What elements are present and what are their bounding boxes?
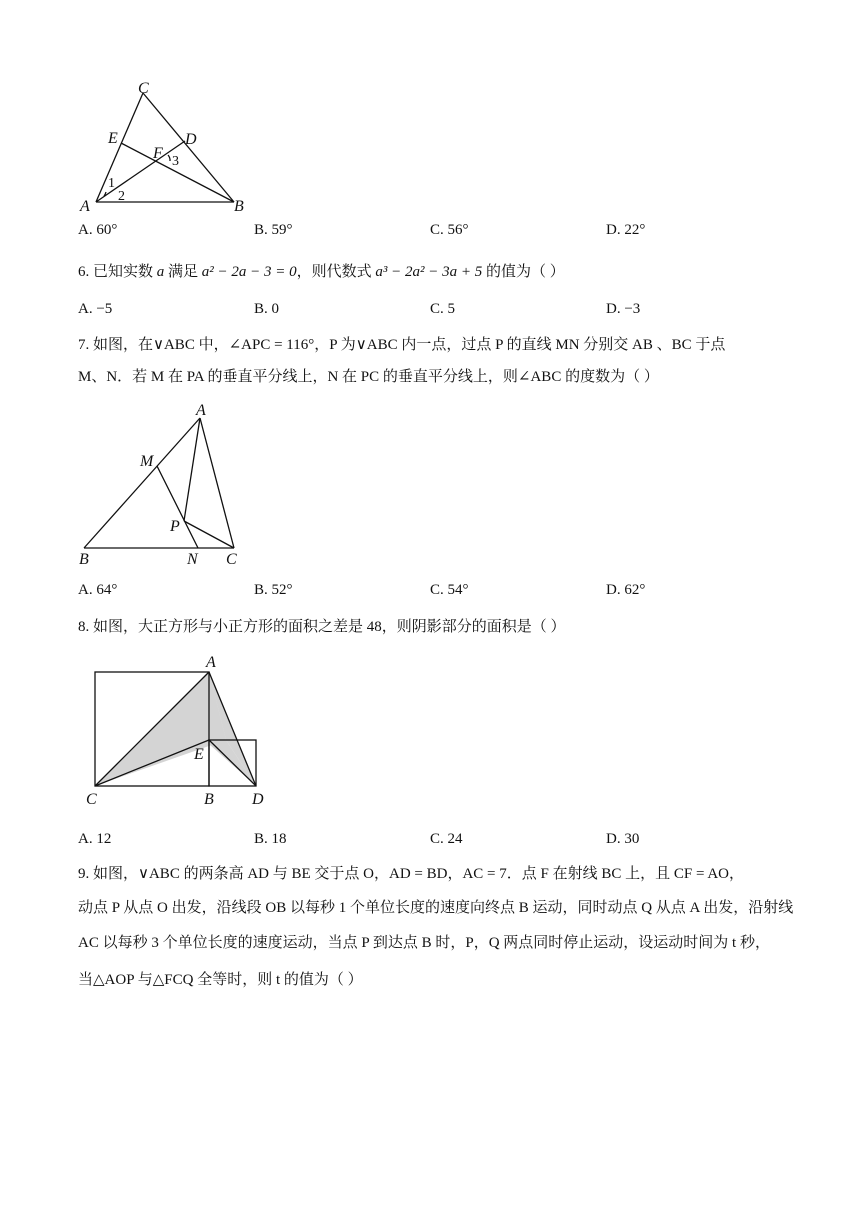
q5-option-c: C. 56° bbox=[430, 222, 469, 238]
q7-line-1: 7. 如图，在∨ABC 中，∠APC = 116°，P 为∨ABC 内一点，过点 P 的直线 MN 分别交 AB 、BC 于点 bbox=[78, 337, 726, 353]
q9-line-1: 9. 如图，∨ABC 的两条高 AD 与 BE 交于点 O，AD = BD，AC = 7．点 F 在射线 BC 上，且 CF = AO， bbox=[78, 866, 744, 882]
q6-text: 6. 已知实数 a 满足 a² − 2a − 3 = 0，则代数式 a³ − 2a² − 3a + 5 的值为（ ） bbox=[78, 264, 565, 280]
label-a: A bbox=[206, 654, 216, 671]
q8-text: 8. 如图，大正方形与小正方形的面积之差是 48，则阴影部分的面积是（ ） bbox=[78, 619, 566, 635]
q9-line-4: 当△AOP 与△FCQ 全等时，则 t 的值为（ ） bbox=[78, 972, 363, 988]
label-b: B bbox=[204, 791, 214, 808]
label-c: C bbox=[86, 791, 97, 808]
q6-option-c: C. 5 bbox=[430, 301, 456, 317]
angle-1-label: 1 bbox=[108, 176, 115, 191]
label-e: E bbox=[108, 130, 118, 147]
q6-option-d: D. −3 bbox=[606, 301, 641, 317]
q8-option-d: D. 30 bbox=[606, 831, 640, 847]
q5-option-d: D. 22° bbox=[606, 222, 646, 238]
q8-option-b: B. 18 bbox=[254, 831, 287, 847]
label-b: B bbox=[234, 198, 244, 215]
label-d: D bbox=[252, 791, 264, 808]
label-f: F bbox=[153, 145, 163, 162]
q5-option-a: A. 60° bbox=[78, 222, 118, 238]
q7-option-a: A. 64° bbox=[78, 582, 118, 598]
label-d: D bbox=[185, 131, 197, 148]
q7-option-c: C. 54° bbox=[430, 582, 469, 598]
q7-option-d: D. 62° bbox=[606, 582, 646, 598]
angle-2-label: 2 bbox=[118, 189, 125, 204]
figure-triangle-abc-q7 bbox=[74, 398, 254, 570]
label-n: N bbox=[187, 551, 198, 568]
q6-option-a: A. −5 bbox=[78, 301, 113, 317]
label-e: E bbox=[194, 746, 204, 763]
q5-option-b: B. 59° bbox=[254, 222, 293, 238]
q8-option-c: C. 24 bbox=[430, 831, 463, 847]
label-m: M bbox=[140, 453, 154, 470]
q7-option-b: B. 52° bbox=[254, 582, 293, 598]
angle-3-label: 3 bbox=[172, 154, 179, 169]
label-c: C bbox=[138, 80, 149, 97]
figure-two-squares-q8 bbox=[80, 652, 280, 812]
q6-option-b: B. 0 bbox=[254, 301, 280, 317]
q9-line-2: 动点 P 从点 O 出发，沿线段 OB 以每秒 1 个单位长度的速度向终点 B 运动，同时动点 Q 从点 A 出发，沿射线 bbox=[78, 900, 794, 916]
q9-line-3: AC 以每秒 3 个单位长度的速度运动，当点 P 到达点 B 时，P，Q 两点同时停止运动，设运动时间为 t 秒， bbox=[78, 935, 770, 951]
figure-triangle-abc-q5 bbox=[78, 78, 268, 218]
label-p: P bbox=[170, 518, 180, 535]
q7-line-2: M、N．若 M 在 PA 的垂直平分线上，N 在 PC 的垂直平分线上，则∠ABC 的度数为（ ） bbox=[78, 369, 659, 385]
label-a: A bbox=[196, 402, 206, 419]
q8-option-a: A. 12 bbox=[78, 831, 112, 847]
label-b: B bbox=[79, 551, 89, 568]
label-a: A bbox=[80, 198, 90, 215]
label-c: C bbox=[226, 551, 237, 568]
